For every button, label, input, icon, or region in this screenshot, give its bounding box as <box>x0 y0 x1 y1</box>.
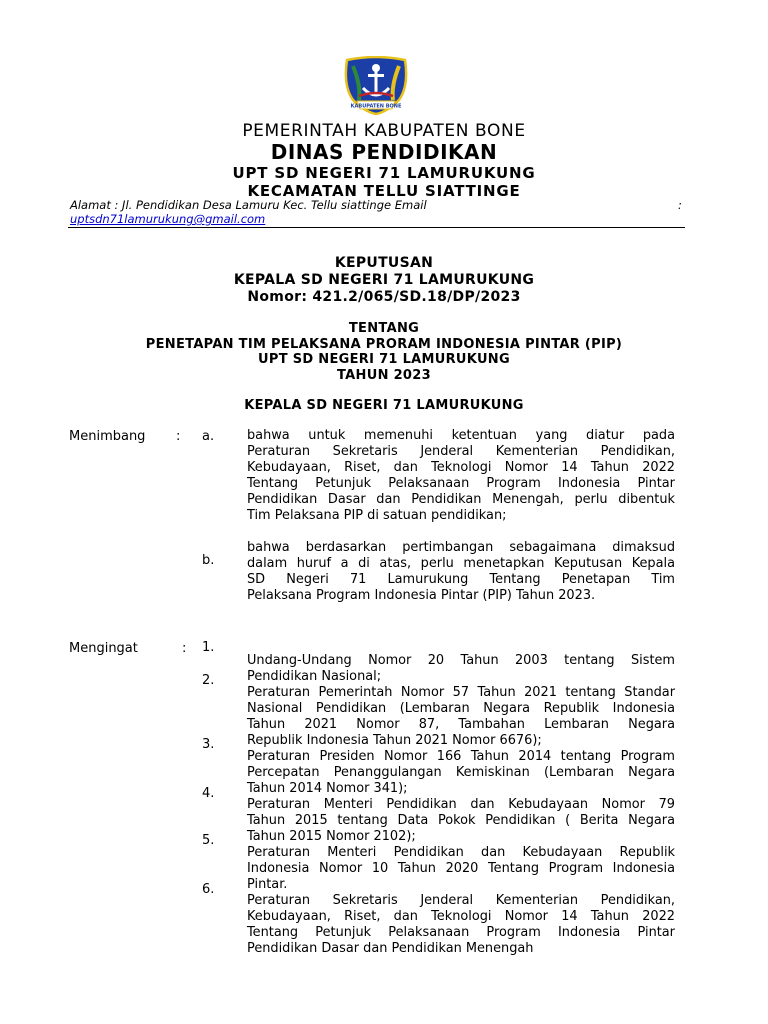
menimbang-label: Menimbang <box>69 429 146 444</box>
menimbang-item-b-number: b. <box>202 553 215 568</box>
mengingat-text: Undang-Undang Nomor 20 Tahun 2003 tentang Sistem Pendidikan Nasional; Peraturan Pemerintah Nomor 57 Tahun 2021 tentang Standar Nasional Pendidikan (Lembaran Negara Republik Indonesia Tahun 2021 Nomor 87, Tambahan Lembaran Negara Republik Indonesia Tahun 2021 Nomor 6676); Peraturan Presiden Nomor 166 Tahun 2014 tentang Program Percepatan Penanggulangan Kemiskinan (Lembaran Negara Tahun 2014 Nomor 341); Peraturan Menteri Pendidikan dan Kebudayaan Nomor 79 Tahun 2015 tentang Data Pokok Pendidikan ( Berita Negara Tahun 2015 Nomor 2102); Peraturan Menteri Pendidikan dan Kebudayaan Republik Indonesia Nomor 10 Tahun 2020 Tentang Program Indonesia Pintar. Peraturan Sekretaris Jenderal Kementerian Pendidikan, Kebudayaan, Riset, dan Teknologi Nomor 14 Tahun 2022 Tentang Petunjuk Pelaksanaan Program Indonesia Pintar Pendidikan Dasar dan Pendidikan Menengah <box>247 653 675 956</box>
decree-title: KEPUTUSAN <box>334 255 434 271</box>
decree-subject-3: TAHUN 2023 <box>337 368 431 383</box>
mengingat-number-3: 3. <box>202 737 215 752</box>
header-district: KECAMATAN TELLU SIATTINGE <box>247 182 521 200</box>
mengingat-number-1: 1. <box>202 640 215 655</box>
decree-subject-1: PENETAPAN TIM PELAKSANA PRORAM INDONESIA PINTAR (PIP) <box>145 337 623 352</box>
logo-text: KABUPATEN BONE <box>350 103 402 110</box>
menimbang-item-b-text: bahwa berdasarkan pertimbangan sebagaimana dimaksud dalam huruf a di atas, perlu menetapkan Keputusan Kepala SD Negeri 71 Lamurukung Tentang Penetapan Tim Pelaksana Program Indonesia Pintar (PIP) Tahun 2023. <box>247 540 675 603</box>
menimbang-item-a-number: a. <box>202 429 215 444</box>
mengingat-number-6: 6. <box>202 882 215 897</box>
kabupaten-bone-logo <box>341 56 411 116</box>
menimbang-item-a-text: bahwa untuk memenuhi ketentuan yang diatur pada Peraturan Sekretaris Jenderal Kementerian Pendidikan, Kebudayaan, Riset, dan Teknologi Nomor 14 Tahun 2022 Tentang Petunjuk Pelaksanaan Program Indonesia Pintar Pendidikan Dasar dan Pendidikan Menengah, perlu dibentuk Tim Pelaksana PIP di satuan pendidikan; <box>247 428 675 523</box>
decree-about: TENTANG <box>348 321 420 336</box>
decree-issuer: KEPALA SD NEGERI 71 LAMURUKUNG <box>244 398 524 413</box>
header-email-link[interactable]: uptsdn71lamurukung@gmail.com <box>70 212 266 226</box>
header-department: DINAS PENDIDIKAN <box>270 140 498 164</box>
header-government: PEMERINTAH KABUPATEN BONE <box>242 121 526 141</box>
letterhead-divider <box>68 227 685 228</box>
header-address: Alamat : Jl. Pendidikan Desa Lamuru Kec. Tellu siattinge Email <box>70 198 427 212</box>
decree-subject-2: UPT SD NEGERI 71 LAMURUKUNG <box>258 352 510 367</box>
menimbang-colon: : <box>176 429 181 444</box>
mengingat-number-5: 5. <box>202 833 215 848</box>
mengingat-number-4: 4. <box>202 786 215 801</box>
mengingat-label: Mengingat <box>69 641 138 656</box>
decree-number: Nomor: 421.2/065/SD.18/DP/2023 <box>247 289 521 305</box>
header-address-colon: : <box>678 198 682 212</box>
header-school: UPT SD NEGERI 71 LAMURUKUNG <box>232 164 536 182</box>
mengingat-colon: : <box>182 641 187 656</box>
mengingat-number-2: 2. <box>202 673 215 688</box>
decree-issuer-title: KEPALA SD NEGERI 71 LAMURUKUNG <box>233 272 535 288</box>
